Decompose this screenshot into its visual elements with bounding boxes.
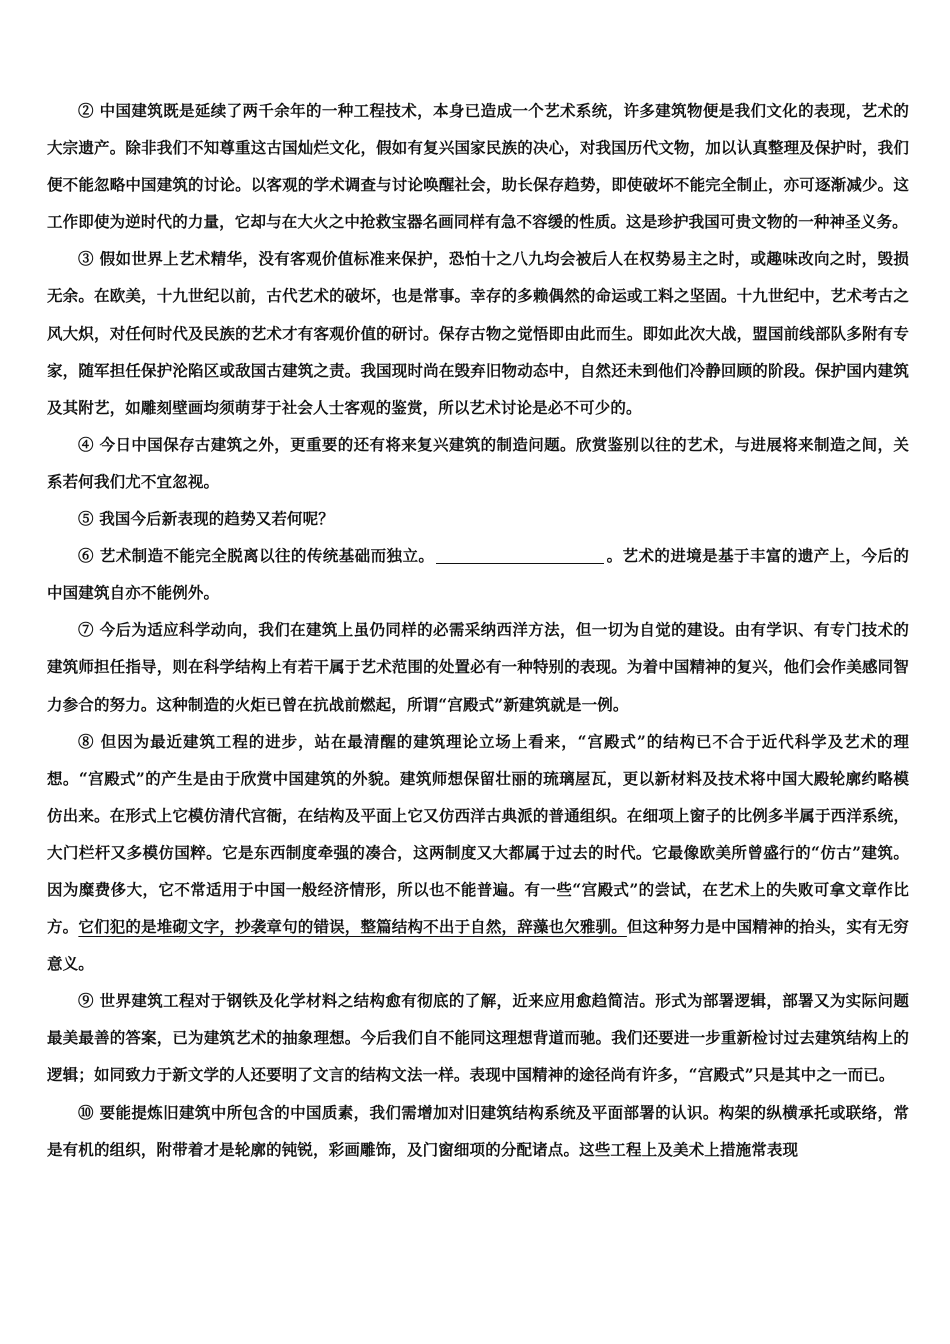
paragraph-8-before-underline: ⑧ 但因为最近建筑工程的进步，站在最清醒的建筑理论立场上看来，“宫殿式”的结构已不合于近代科学及艺术的理想。“宫殿式”的产生是由于欣赏中国建筑的外貌。建筑师想保留壮丽的琉璃屋瓦，更以新材料及技术将中国大殿轮廓约略模仿出来。在形式上它模仿清代宫衙，在结构及平面上它又仿西洋古典派的普通组织。在细项上窗子的比例多半属于西洋系统，大门栏杆又多模仿国粹。它是东西制度牵强的凑合，这两制度又大都属于过去的时代。它最像欧美所曾盛行的“仿古”建筑。因为糜费侈大，它不常适用于中国一般经济情形，所以也不能普遍。有一些“宫殿式”的尝试，在艺术上的失败可拿文章作比方。: [47, 731, 909, 937]
underlined-sentence: 它们犯的是堆砌文字，抄袭章句的错误，整篇结构不出于自然，辞藻也欠雅驯。: [78, 917, 627, 937]
paragraph-6-after-blank: 。艺术的进境是基于丰富的遗产上，今后的中国建筑自亦不能例外。: [47, 546, 909, 603]
paragraph-10: ⑩ 要能提炼旧建筑中所包含的中国质素，我们需增加对旧建筑结构系统及平面部署的认识。构架的纵横承托或联络，常是有机的组织，附带着才是轮廓的钝锐，彩画雕饰，及门窗细项的分配诸点。这些工程上及美术上措施常表现: [47, 1102, 909, 1159]
fill-in-blank: [436, 562, 604, 564]
paragraph-6-before-blank: ⑥ 艺术制造不能完全脱离以往的传统基础而独立。: [78, 546, 435, 566]
paragraph-5: ⑤ 我国今后新表现的趋势又若何呢？: [78, 509, 334, 529]
paragraph-3: ③ 假如世界上艺术精华，没有客观价值标准来保护，恐怕十之八九均会被后人在权势易主之时，或趣味改向之时，毁损无余。在欧美，十九世纪以前，古代艺术的破坏，也是常事。幸存的多赖偶然的命运或工料之坚固。十九世纪中，艺术考古之风大炽，对任何时代及民族的艺术才有客观价值的研讨。保存古物之觉悟即由此而生。即如此次大战，盟国前线部队多附有专家，随军担任保护沦陷区或敌国古建筑之责。我国现时尚在毁弃旧物动态中，自然还未到他们冷静回顾的阶段。保护国内建筑及其附艺，如雕刻壁画均须萌芽于社会人士客观的鉴赏，所以艺术讨论是必不可少的。: [47, 249, 909, 417]
paragraph-8-after-underline: 但这种努力是中国精神的抬头，实有无穷意义。: [47, 917, 909, 974]
paragraph-9: ⑨ 世界建筑工程对于钢铁及化学材料之结构愈有彻底的了解，近来应用愈趋简洁。形式为部署逻辑，部署又为实际问题最美最善的答案，已为建筑艺术的抽象理想。今后我们自不能同这理想背道而驰。我们还要进一步重新检讨过去建筑结构上的逻辑；如同致力于新文学的人还要明了文言的结构文法一样。表现中国精神的途径尚有许多，“宫殿式”只是其中之一而已。: [47, 991, 909, 1085]
paragraph-6: [47, 537, 909, 611]
paragraph-7: ⑦ 今后为适应科学动向，我们在建筑上虽仍同样的必需采纳西洋方法，但一切为自觉的建设。由有学识、有专门技术的建筑师担任指导，则在科学结构上有若干属于艺术范围的处置必有一种特别的表现。为着中国精神的复兴，他们会作美感同智力参合的努力。这种制造的火炬已曾在抗战前燃起，所谓“宫殿式”新建筑就是一例。: [47, 620, 909, 714]
paragraph-2: ② 中国建筑既是延续了两千余年的一种工程技术，本身已造成一个艺术系统，许多建筑物便是我们文化的表现，艺术的大宗遗产。除非我们不知尊重这古国灿烂文化，假如有复兴国家民族的决心，对我国历代文物，加以认真整理及保护时，我们便不能忽略中国建筑的讨论。以客观的学术调查与讨论唤醒社会，助长保存趋势，即使破坏不能完全制止，亦可逐渐减少。这工作即使为逆时代的力量，它却与在大火之中抢救宝器名画同样有急不容缓的性质。这是珍护我国可贵文物的一种神圣义务。: [47, 101, 909, 232]
document-page: [47, 92, 909, 1168]
paragraph-4: ④ 今日中国保存古建筑之外，更重要的还有将来复兴建筑的制造问题。欣赏鉴别以往的艺术，与进展将来制造之间，关系若何我们尤不宜忽视。: [47, 434, 909, 491]
paragraph-8: [47, 723, 909, 983]
